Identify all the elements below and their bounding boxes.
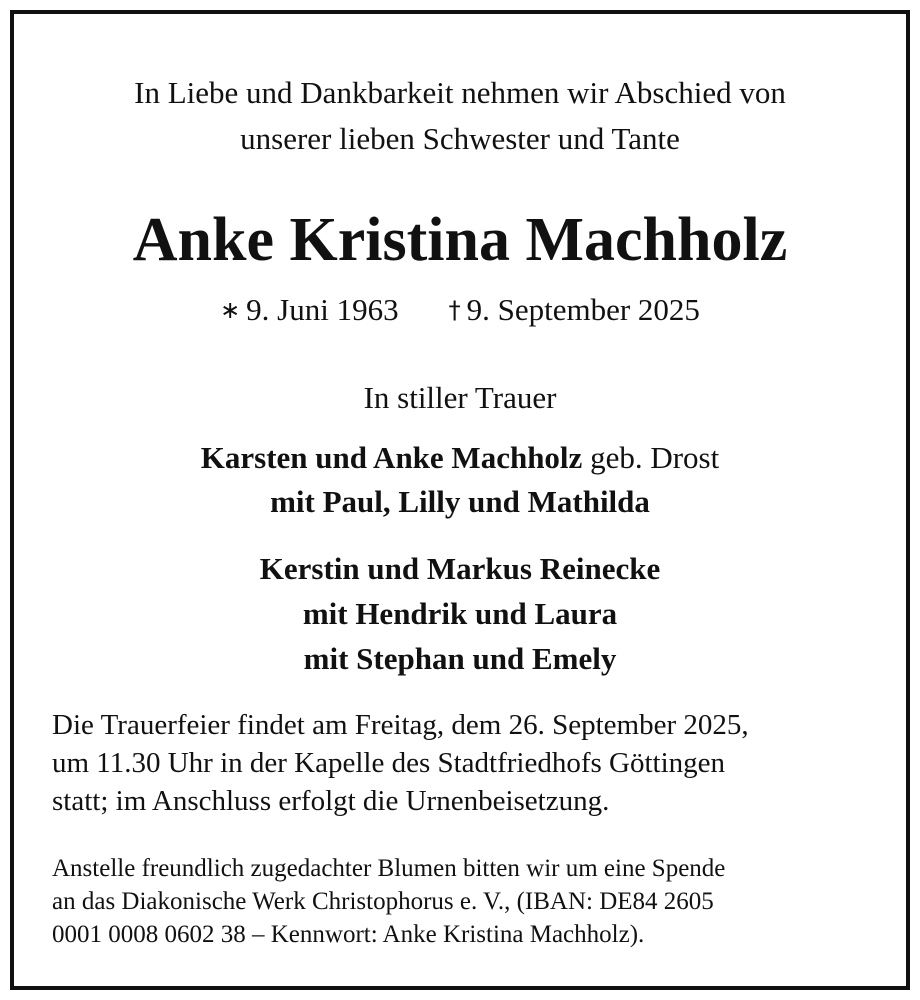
birth-date: 9. Juni 1963 xyxy=(246,292,399,327)
family-group-2 xyxy=(14,546,906,681)
birth-star-icon: ∗ xyxy=(220,296,241,324)
intro-line-1: In Liebe und Dankbarkeit nehmen wir Abschied von xyxy=(134,75,786,110)
family-2-children-1: mit Hendrik und Laura xyxy=(302,596,618,631)
death-cross-icon: † xyxy=(448,296,461,324)
service-line-3: statt; im Anschluss erfolgt die Urnenbeisetzung. xyxy=(52,785,610,817)
donation-line-1: Anstelle freundlich zugedachter Blumen bitten wir um eine Spende xyxy=(52,855,726,882)
family-2-names: Kerstin und Markus Reinecke xyxy=(259,551,661,586)
life-dates xyxy=(14,288,906,332)
family-2-children-2: mit Stephan und Emely xyxy=(303,641,617,676)
donation-text xyxy=(52,852,876,951)
family-1-children: mit Paul, Lilly und Mathilda xyxy=(270,484,650,519)
intro-line-2: unserer lieben Schwester und Tante xyxy=(240,121,680,156)
deceased-name: Anke Kristina Machholz xyxy=(132,206,788,274)
intro-text xyxy=(14,70,906,162)
service-line-2: um 11.30 Uhr in der Kapelle des Stadtfriedhofs Göttingen xyxy=(52,747,726,779)
death-date: 9. September 2025 xyxy=(466,292,700,327)
service-line-1: Die Trauerfeier findet am Freitag, dem 26. September 2025, xyxy=(52,709,749,741)
donation-line-2: an das Diakonische Werk Christophorus e. V., (IBAN: DE84 2605 xyxy=(52,888,714,915)
family-1-nee: geb. Drost xyxy=(590,440,720,475)
funeral-service-text xyxy=(52,706,876,820)
family-group-1 xyxy=(14,436,906,524)
donation-line-3: 0001 0008 0602 38 – Kennwort: Anke Kristina Machholz). xyxy=(52,921,645,948)
obituary-notice xyxy=(10,10,910,990)
family-1-names: Karsten und Anke Machholz xyxy=(200,440,583,475)
mourning-heading: In stiller Trauer xyxy=(363,380,557,415)
